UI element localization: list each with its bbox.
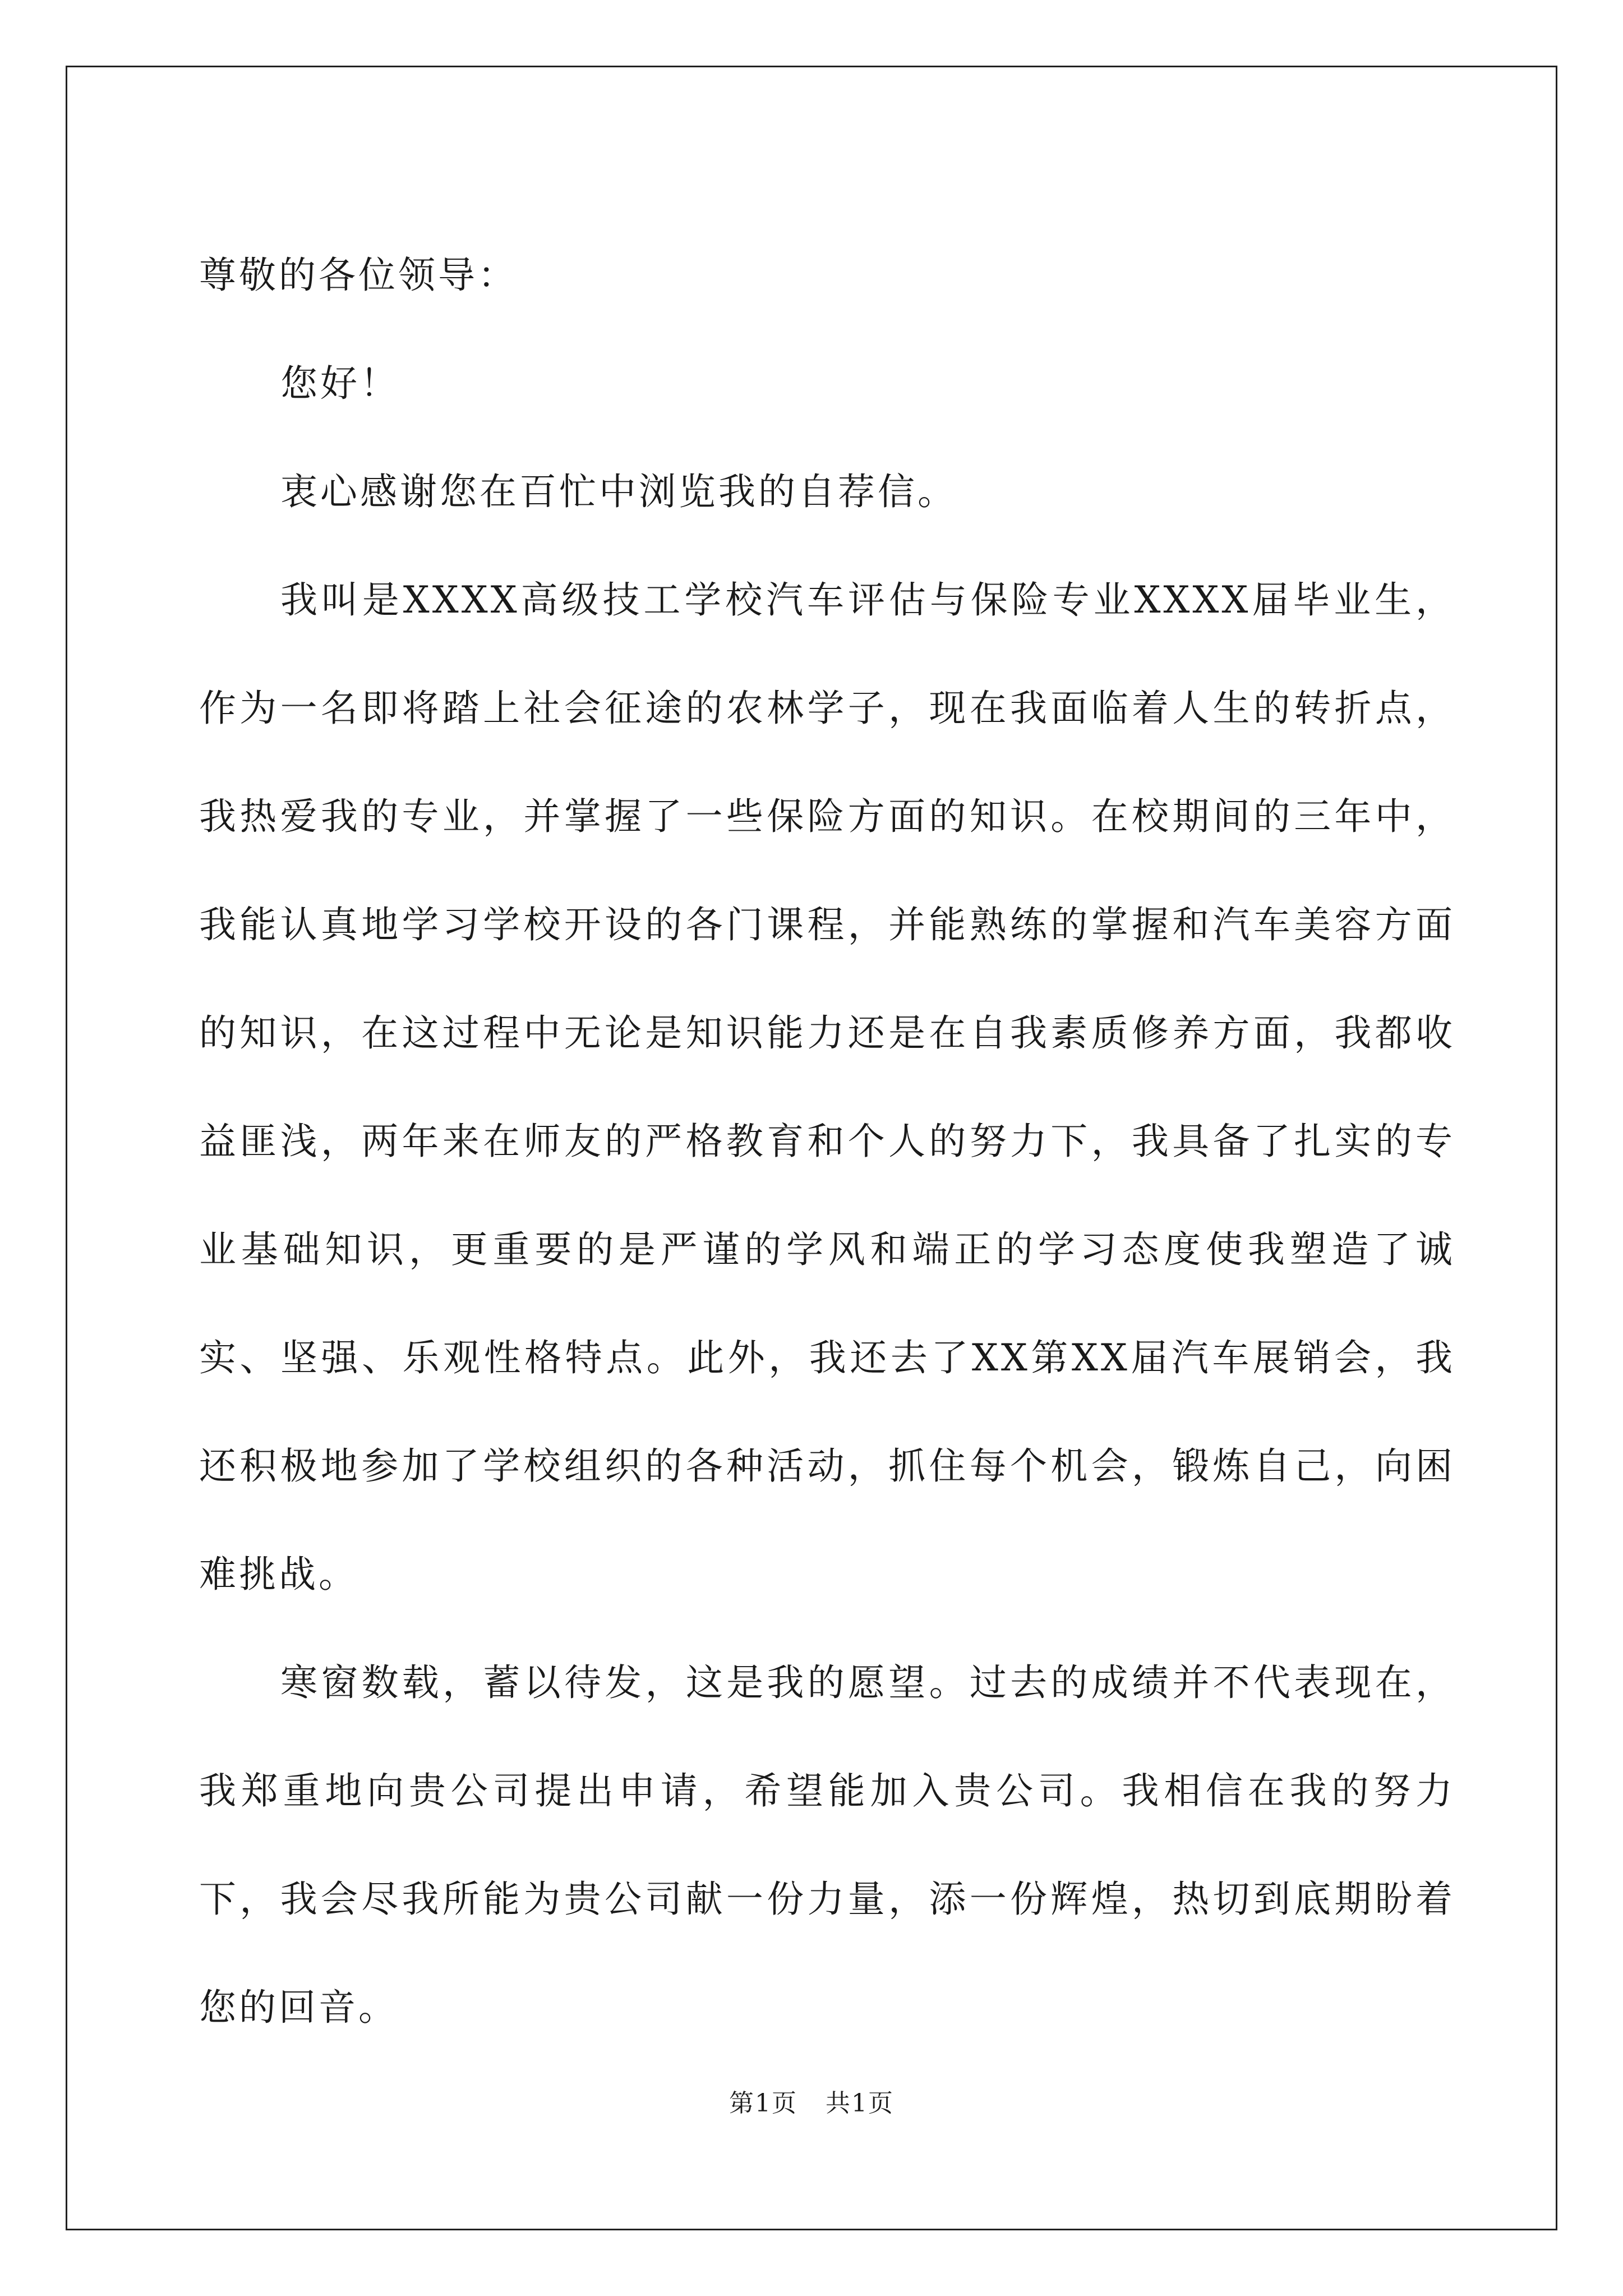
- page-footer: [0, 2087, 1623, 2120]
- page-number-current: 第1页: [729, 2089, 797, 2118]
- page-number-total: 共1页: [826, 2089, 894, 2118]
- letter-closing-paragraph: 寒窗数载，蓄以待发，这是我的愿望。过去的成绩并不代表现在，我郑重地向贵公司提出申请，希望能加入贵公司。我相信在我的努力下，我会尽我所能为贵公司献一份力量，添一份辉煌，热切到底期盼着您的回音。: [199, 1661, 1455, 2029]
- letter-greeting: 您好！: [280, 362, 400, 405]
- letter-thanks-paragraph: 衷心感谢您在百忙中浏览我的自荐信。: [280, 470, 957, 513]
- letter-salutation: 尊敬的各位领导：: [199, 254, 518, 297]
- letter-self-introduction-paragraph: 我叫是XXXX高级技工学校汽车评估与保险专业XXXX届毕业生，作为一名即将踏上社会征途的农林学子，现在我面临着人生的转折点，我热爱我的专业，并掌握了一些保险方面的知识。在校期间的三年中，我能认真地学习学校开设的各门课程，并能熟练的掌握和汽车美容方面的知识，在这过程中无论是知识能力还是在自我素质修养方面，我都收益匪浅，两年来在师友的严格教育和个人的努力下，我具备了扎实的专业基础知识，更重要的是严谨的学风和端正的学习态度使我塑造了诚实、坚强、乐观性格特点。此外，我还去了XX第XX届汽车展销会，我还积极地参加了学校组织的各种活动，抓住每个机会，锻炼自己，向困难挑战。: [199, 578, 1455, 1596]
- letter-body: [199, 221, 1455, 2062]
